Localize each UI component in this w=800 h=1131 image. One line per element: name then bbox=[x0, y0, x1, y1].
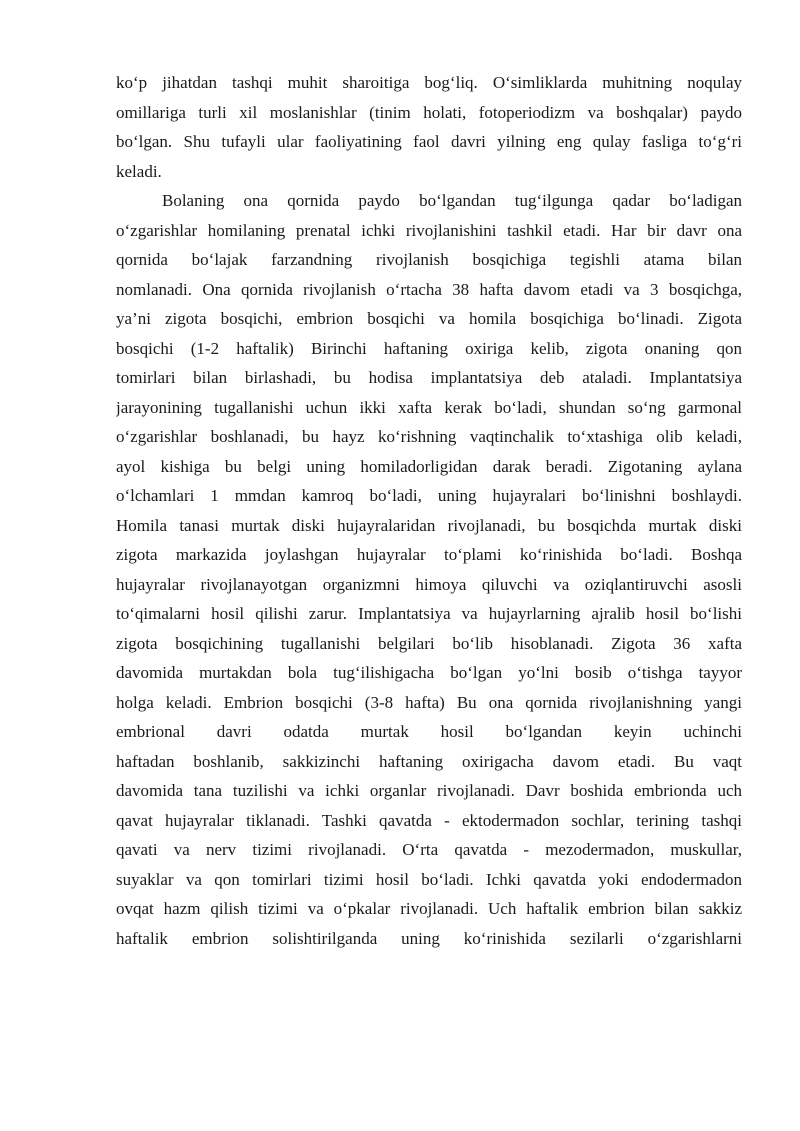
text-line: keladi. bbox=[116, 161, 162, 181]
text-line: ayol kishiga bu belgi uning homiladorligidan darak beradi. Zigotaning aylana bbox=[116, 456, 742, 476]
text-line: o‘lchamlari 1 mmdan kamroq bo‘ladi, uning hujayralari bo‘linishni boshlaydi. bbox=[116, 486, 742, 505]
text-line: holga keladi. Embrion bosqichi (3-8 hafta) Bu ona qornida rivojlanishning yangi bbox=[116, 692, 742, 712]
text-line: zigota markazida joylashgan hujayralar to‘plami ko‘rinishida bo‘ladi. Boshqa bbox=[116, 545, 742, 564]
text-line: qornida bo‘lajak farzandning rivojlanish bosqichiga tegishli atama bilan bbox=[116, 250, 742, 269]
text-line: o‘zgarishlar homilaning prenatal ichki rivojlanishini tashkil etadi. Har bir davr ona bbox=[116, 220, 742, 240]
text-line: davomida tana tuzilishi va ichki organlar rivojlanadi. Davr boshida embrionda uch bbox=[116, 781, 742, 800]
text-line: Homila tanasi murtak diski hujayralaridan rivojlanadi, bu bosqichda murtak diski bbox=[116, 515, 742, 535]
text-line: davomida murtakdan bola tug‘ilishigacha bo‘lgan yo‘lni bosib o‘tishga tayyor bbox=[116, 663, 742, 682]
paragraph-2 bbox=[116, 186, 742, 953]
text-line: tomirlari bilan birlashadi, bu hodisa implantatsiya deb ataladi. Implantatsiya bbox=[116, 368, 742, 387]
text-line: Bolaning ona qornida paydo bo‘lgandan tug‘ilgunga qadar bo‘ladigan bbox=[162, 191, 742, 210]
text-line: haftalik embrion solishtirilganda uning ko‘rinishida sezilarli o‘zgarishlarni bbox=[116, 928, 742, 948]
text-line: haftadan boshlanib, sakkizinchi haftaning oxirigacha davom etadi. Bu vaqt bbox=[116, 751, 742, 771]
text-line: bo‘lgan. Shu tufayli ular faoliyatining faol davri yilning eng qulay fasliga to‘g‘ri bbox=[116, 132, 742, 151]
text-line: qavati va nerv tizimi rivojlanadi. O‘rta qavatda - mezodermadon, muskullar, bbox=[116, 840, 742, 859]
text-line: nomlanadi. Ona qornida rivojlanish o‘rtacha 38 hafta davom etadi va 3 bosqichga, bbox=[116, 279, 742, 299]
text-line: ko‘p jihatdan tashqi muhit sharoitiga bog‘liq. O‘simliklarda muhitning noqulay bbox=[116, 73, 742, 92]
text-line: ovqat hazm qilish tizimi va o‘pkalar rivojlanadi. Uch haftalik embrion bilan sakkiz bbox=[116, 899, 742, 918]
document-page bbox=[116, 68, 742, 953]
text-line: qavat hujayralar tiklanadi. Tashki qavatda - ektodermadon sochlar, terining tashqi bbox=[116, 810, 742, 830]
text-line: ya’ni zigota bosqichi, embrion bosqichi va homila bosqichiga bo‘linadi. Zigota bbox=[116, 309, 742, 328]
text-line: jarayonining tugallanishi uchun ikki xafta kerak bo‘ladi, shundan so‘ng garmonal bbox=[116, 397, 742, 417]
text-line: zigota bosqichining tugallanishi belgilari bo‘lib hisoblanadi. Zigota 36 xafta bbox=[116, 633, 742, 653]
text-line: bosqichi (1-2 haftalik) Birinchi haftaning oxiriga kelib, zigota onaning qon bbox=[116, 338, 742, 358]
text-line: hujayralar rivojlanayotgan organizmni himoya qiluvchi va oziqlantiruvchi asosli bbox=[116, 574, 742, 594]
paragraph-1 bbox=[116, 68, 742, 186]
text-line: embrional davri odatda murtak hosil bo‘lgandan keyin uchinchi bbox=[116, 722, 742, 741]
text-line: to‘qimalarni hosil qilishi zarur. Implantatsiya va hujayrlarning ajralib hosil bo‘lishi bbox=[116, 604, 742, 623]
text-line: suyaklar va qon tomirlari tizimi hosil bo‘ladi. Ichki qavatda yoki endodermadon bbox=[116, 869, 742, 889]
text-line: o‘zgarishlar boshlanadi, bu hayz ko‘rishning vaqtinchalik to‘xtashiga olib keladi, bbox=[116, 427, 742, 446]
text-line: omillariga turli xil moslanishlar (tinim holati, fotoperiodizm va boshqalar) paydo bbox=[116, 102, 742, 122]
